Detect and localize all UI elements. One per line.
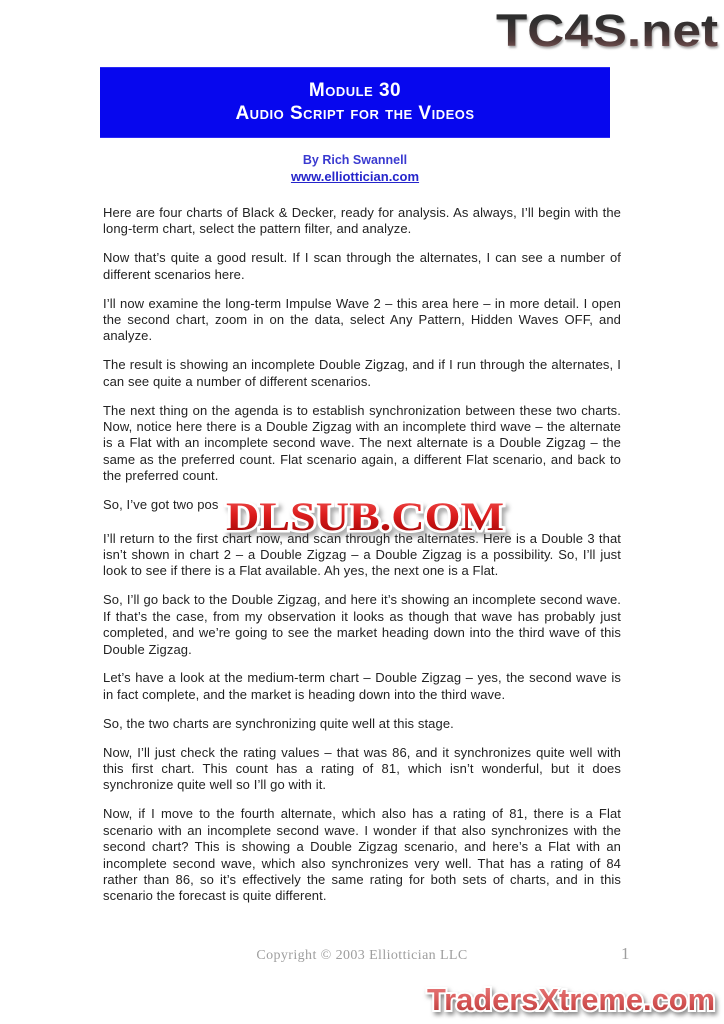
paragraph: The result is showing an incomplete Double Zigzag, and if I run through the alternates, I can see quite a number of different scenarios. — [103, 357, 621, 389]
paragraph: So, I’ll go back to the Double Zigzag, and here it’s showing an incomplete second wave. If that’s the case, from my observation it looks as though that wave has probably just completed, and we’re going to see the market heading down into the third wave of this Double Zigzag. — [103, 592, 621, 657]
paragraph: Now, if I move to the fourth alternate, which also has a rating of 81, there is a Flat scenario with an incomplete second wave. I wonder if that also synchronizes with the second chart? This is showing a Double Zigzag scenario, and here’s a Flat with an incomplete second wave, which also synchronizes very well. That has a rating of 84 rather than 86, so it’s effectively the same rating for both sets of charts, and in this scenario the forecast is quite different. — [103, 806, 621, 904]
author-name: By Rich Swannell — [302, 153, 408, 167]
byline — [100, 153, 610, 184]
elliottician-link[interactable]: www.elliottician.com — [290, 169, 420, 184]
tc4s-logo-text: TC4S.net — [496, 5, 719, 56]
page-number: 1 — [621, 944, 630, 963]
paragraph: The next thing on the agenda is to establish synchronization between these two charts. Now, notice here there is a Double Zigzag with an incomplete third wave – the alternate is a Flat with an incomplete second wave. The next alternate is a Double Zigzag – the same as the preferred count. Flat scenario again, a different Flat scenario, and back to the preferred count. — [103, 402, 621, 484]
paragraph: Let’s have a look at the medium-term chart – Double Zigzag – yes, the second wave is in fact complete, and the market is heading down into the third wave. — [103, 670, 621, 702]
tc4s-logo-image — [490, 4, 722, 56]
paragraph: I’ll return to the first chart now, and scan through the alternates. Here is a Double 3 that isn’t shown in chart 2 – a Double Zigzag – a Double Zigzag is a possibility. So, I’ll just look to see if there is a Flat available. Ah yes, the next one is a Flat. — [103, 530, 621, 579]
paragraph: Now that’s quite a good result. If I scan through the alternates, I can see a number of different scenarios here. — [103, 250, 621, 282]
tradersxtreme-watermark-text: TradersXtreme.com — [427, 982, 715, 1017]
paragraph: Now, I’ll just check the rating values – that was 86, and it synchronizes quite well with this first chart. This count has a rating of 81, which isn’t wonderful, but it does synchronize quite well so I’ll go with it. — [103, 744, 621, 793]
module-subtitle: Audio Script for the Videos — [235, 103, 475, 124]
tc4s-logo — [490, 4, 722, 61]
paragraph: So, the two charts are synchronizing quite well at this stage. — [103, 715, 454, 731]
dlsub-watermark-text: DLSUB.COM — [226, 494, 504, 539]
module-header — [100, 67, 610, 138]
script-body — [103, 205, 621, 917]
paragraph-obscured: So, I’ve got two pos — [103, 497, 219, 513]
copyright-text: Copyright © 2003 Elliottician LLC — [256, 948, 468, 963]
paragraph: Here are four charts of Black & Decker, ready for analysis. As always, I’ll begin with the long-term chart, select the pattern filter, and analyze. — [103, 205, 621, 237]
tradersxtreme-watermark-image — [421, 974, 723, 1024]
dlsub-watermark — [219, 490, 515, 547]
module-title: Module 30 — [308, 80, 402, 101]
dlsub-watermark-image — [219, 490, 515, 542]
paragraph: I’ll now examine the long-term Impulse Wave 2 – this area here – in more detail. I open the second chart, zoom in on the data, select Any Pattern, Hidden Waves OFF, and analyze. — [103, 295, 621, 344]
tradersxtreme-watermark — [421, 974, 723, 1024]
